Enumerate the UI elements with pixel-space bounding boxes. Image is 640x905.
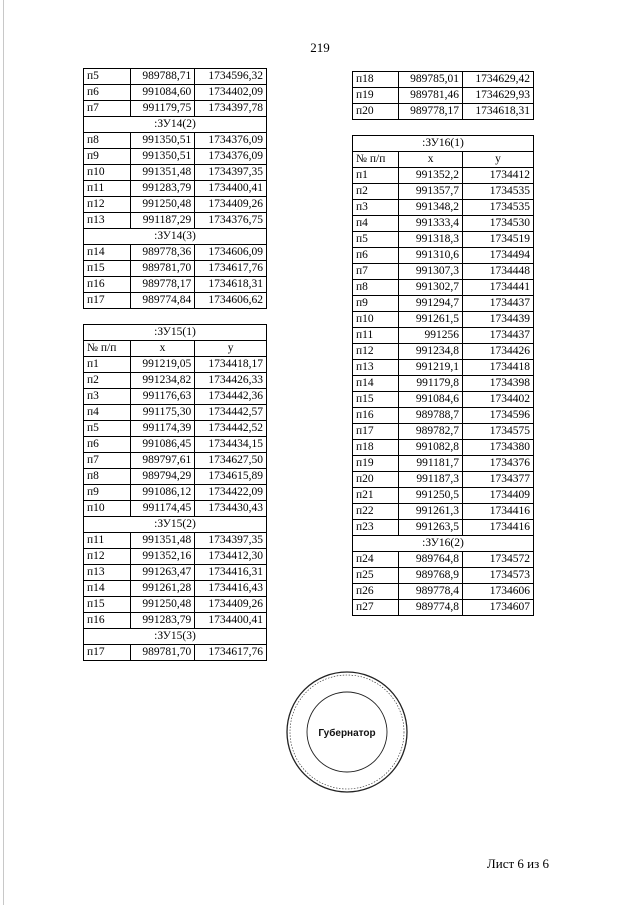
column-header-x: x [130, 341, 194, 357]
section-title-row [84, 117, 267, 133]
coord-y: 1734573 [463, 568, 534, 584]
point-id: п20 [353, 104, 399, 120]
point-id: п15 [353, 392, 399, 408]
section-title: :ЗУ14(3) [84, 229, 267, 245]
coord-y: 1734519 [463, 232, 534, 248]
table-row [353, 440, 534, 456]
coordinates-table-left [83, 68, 267, 661]
point-id: п27 [353, 600, 399, 616]
coord-x: 991351,48 [130, 165, 194, 181]
coord-y: 1734535 [463, 184, 534, 200]
point-id: п8 [84, 133, 131, 149]
coord-x: 989778,4 [399, 584, 463, 600]
table-row [353, 344, 534, 360]
seal-center-text: Губернатор [318, 728, 376, 739]
coord-x: 991176,63 [130, 389, 194, 405]
section-title: :ЗУ16(2) [353, 536, 534, 552]
coord-y: 1734380 [463, 440, 534, 456]
coord-y: 1734400,41 [195, 181, 267, 197]
coord-x: 991082,8 [399, 440, 463, 456]
coord-x: 991187,3 [399, 472, 463, 488]
table-row [353, 488, 534, 504]
column-header-row [353, 152, 534, 168]
table-row [353, 200, 534, 216]
column-header-x: x [399, 152, 463, 168]
coord-x: 991175,30 [130, 405, 194, 421]
coord-y: 1734441 [463, 280, 534, 296]
point-id: п8 [353, 280, 399, 296]
coord-y: 1734437 [463, 328, 534, 344]
table-row [84, 597, 267, 613]
table-row [84, 101, 267, 117]
point-id: п25 [353, 568, 399, 584]
point-id: п4 [353, 216, 399, 232]
point-id: п3 [353, 200, 399, 216]
coord-x: 991084,6 [399, 392, 463, 408]
coord-x: 991350,51 [130, 149, 194, 165]
table-row [353, 600, 534, 616]
column-header-y: y [463, 152, 534, 168]
section-title: :ЗУ16(1) [353, 136, 534, 152]
coord-y: 1734409,26 [195, 597, 267, 613]
point-id: п6 [353, 248, 399, 264]
point-id: п12 [84, 197, 131, 213]
point-id: п19 [353, 88, 399, 104]
point-id: п16 [84, 613, 131, 629]
coord-y: 1734376,09 [195, 149, 267, 165]
table-row [84, 405, 267, 421]
coord-y: 1734400,41 [195, 613, 267, 629]
coord-x: 989768,9 [399, 568, 463, 584]
table-row [353, 328, 534, 344]
coord-x: 991086,45 [130, 437, 194, 453]
coord-x: 991181,7 [399, 456, 463, 472]
coord-x: 991256 [399, 328, 463, 344]
table-row [353, 376, 534, 392]
page-edge-line [3, 0, 4, 905]
table-row [84, 501, 267, 517]
coord-y: 1734535 [463, 200, 534, 216]
coord-y: 1734416 [463, 520, 534, 536]
coord-y: 1734402,09 [195, 85, 267, 101]
table-row [353, 584, 534, 600]
table-row [84, 485, 267, 501]
coord-x: 989788,7 [399, 408, 463, 424]
coord-y: 1734422,09 [195, 485, 267, 501]
point-id: п8 [84, 469, 131, 485]
point-id: п5 [84, 69, 131, 85]
coord-x: 989781,70 [130, 261, 194, 277]
point-id: п3 [84, 389, 131, 405]
coord-x: 991261,28 [130, 581, 194, 597]
point-id: п7 [353, 264, 399, 280]
point-id: п26 [353, 584, 399, 600]
table-row [84, 533, 267, 549]
coord-y: 1734442,52 [195, 421, 267, 437]
point-id: п2 [353, 184, 399, 200]
coord-y: 1734442,57 [195, 405, 267, 421]
point-id: п22 [353, 504, 399, 520]
coord-y: 1734572 [463, 552, 534, 568]
coord-x: 989781,70 [130, 645, 194, 661]
coord-x: 991263,5 [399, 520, 463, 536]
section-title-row [84, 229, 267, 245]
table-row [353, 568, 534, 584]
column-header-y: y [195, 341, 267, 357]
coord-x: 991310,6 [399, 248, 463, 264]
table-row [353, 296, 534, 312]
coord-x: 991174,39 [130, 421, 194, 437]
point-id: п19 [353, 456, 399, 472]
coord-y: 1734434,15 [195, 437, 267, 453]
table-row [84, 245, 267, 261]
section-title-row [84, 629, 267, 645]
coord-y: 1734448 [463, 264, 534, 280]
coord-x: 991250,5 [399, 488, 463, 504]
table-row [84, 373, 267, 389]
sheet-label: Лист 6 из 6 [486, 856, 549, 871]
coord-y: 1734430,43 [195, 501, 267, 517]
coord-y: 1734397,78 [195, 101, 267, 117]
table-row [84, 357, 267, 373]
table-row [353, 456, 534, 472]
coord-y: 1734418 [463, 360, 534, 376]
table-row [353, 424, 534, 440]
coord-x: 989778,36 [130, 245, 194, 261]
table-row [353, 552, 534, 568]
point-id: п23 [353, 520, 399, 536]
coord-x: 991307,3 [399, 264, 463, 280]
coord-y: 1734418,17 [195, 357, 267, 373]
point-id: п9 [84, 485, 131, 501]
coord-x: 991219,05 [130, 357, 194, 373]
section-title-row [353, 536, 534, 552]
column-header-row [84, 341, 267, 357]
table-row [353, 264, 534, 280]
table-row [84, 645, 267, 661]
table-row [353, 72, 534, 88]
table-row [353, 360, 534, 376]
coord-y: 1734409 [463, 488, 534, 504]
coord-y: 1734376,75 [195, 213, 267, 229]
coord-y: 1734397,35 [195, 533, 267, 549]
point-id: п1 [353, 168, 399, 184]
table-row [84, 261, 267, 277]
coord-y: 1734426 [463, 344, 534, 360]
table-row [353, 216, 534, 232]
table-row [353, 504, 534, 520]
point-id: п21 [353, 488, 399, 504]
coord-y: 1734376,09 [195, 133, 267, 149]
coord-x: 989785,01 [399, 72, 463, 88]
point-id: п18 [353, 72, 399, 88]
point-id: п12 [353, 344, 399, 360]
table-row [353, 312, 534, 328]
table-row [353, 184, 534, 200]
coord-x: 991187,29 [130, 213, 194, 229]
point-id: п11 [84, 533, 131, 549]
coord-y: 1734606,09 [195, 245, 267, 261]
coord-x: 991234,82 [130, 373, 194, 389]
coord-x: 989797,61 [130, 453, 194, 469]
column-header-num: № п/п [84, 341, 131, 357]
coord-x: 991357,7 [399, 184, 463, 200]
coord-y: 1734409,26 [195, 197, 267, 213]
coord-y: 1734575 [463, 424, 534, 440]
coord-x: 991086,12 [130, 485, 194, 501]
point-id: п6 [84, 437, 131, 453]
point-id: п16 [353, 408, 399, 424]
governor-seal [284, 669, 410, 795]
seal-image [284, 669, 410, 795]
coord-y: 1734627,50 [195, 453, 267, 469]
column-header-num: № п/п [353, 152, 399, 168]
point-id: п17 [84, 293, 131, 309]
section-title: :ЗУ14(2) [84, 117, 267, 133]
coord-x: 991348,2 [399, 200, 463, 216]
coord-x: 989788,71 [130, 69, 194, 85]
point-id: п10 [353, 312, 399, 328]
table-row [84, 69, 267, 85]
coord-x: 989778,17 [399, 104, 463, 120]
coord-x: 991174,45 [130, 501, 194, 517]
coord-x: 991250,48 [130, 597, 194, 613]
point-id: п10 [84, 501, 131, 517]
coord-x: 991318,3 [399, 232, 463, 248]
table-gap [84, 309, 267, 325]
coord-y: 1734416,31 [195, 565, 267, 581]
point-id: п14 [84, 581, 131, 597]
point-id: п14 [353, 376, 399, 392]
coord-y: 1734377 [463, 472, 534, 488]
coord-x: 991263,47 [130, 565, 194, 581]
point-id: п13 [84, 565, 131, 581]
coord-x: 989774,84 [130, 293, 194, 309]
coord-y: 1734596,32 [195, 69, 267, 85]
coord-y: 1734426,33 [195, 373, 267, 389]
coord-x: 989781,46 [399, 88, 463, 104]
table-row [84, 581, 267, 597]
table-row [353, 392, 534, 408]
section-title: :ЗУ15(3) [84, 629, 267, 645]
coord-y: 1734397,35 [195, 165, 267, 181]
coord-x: 991350,51 [130, 133, 194, 149]
coord-x: 989794,29 [130, 469, 194, 485]
point-id: п18 [353, 440, 399, 456]
coord-y: 1734606,62 [195, 293, 267, 309]
section-title: :ЗУ15(2) [84, 517, 267, 533]
table-row [84, 149, 267, 165]
coord-y: 1734607 [463, 600, 534, 616]
coord-y: 1734402 [463, 392, 534, 408]
coord-y: 1734617,76 [195, 645, 267, 661]
coord-x: 991179,8 [399, 376, 463, 392]
coord-x: 991261,3 [399, 504, 463, 520]
coord-x: 991302,7 [399, 280, 463, 296]
table-row [353, 104, 534, 120]
point-id: п5 [353, 232, 399, 248]
table-row [84, 85, 267, 101]
coord-y: 1734629,93 [463, 88, 534, 104]
table-row [84, 613, 267, 629]
point-id: п10 [84, 165, 131, 181]
point-id: п20 [353, 472, 399, 488]
table-row [353, 520, 534, 536]
table-row [84, 549, 267, 565]
point-id: п13 [84, 213, 131, 229]
coord-x: 989782,7 [399, 424, 463, 440]
coord-y: 1734398 [463, 376, 534, 392]
coord-x: 991333,4 [399, 216, 463, 232]
point-id: п1 [84, 357, 131, 373]
coord-x: 989764,8 [399, 552, 463, 568]
point-id: п24 [353, 552, 399, 568]
section-title-row [84, 325, 267, 341]
coord-x: 989778,17 [130, 277, 194, 293]
coord-x: 991234,8 [399, 344, 463, 360]
coord-y: 1734376 [463, 456, 534, 472]
coord-y: 1734416,43 [195, 581, 267, 597]
coord-x: 991352,16 [130, 549, 194, 565]
coord-y: 1734530 [463, 216, 534, 232]
table-row [84, 437, 267, 453]
coord-y: 1734615,89 [195, 469, 267, 485]
point-id: п7 [84, 101, 131, 117]
point-id: п2 [84, 373, 131, 389]
point-id: п11 [353, 328, 399, 344]
coord-y: 1734606 [463, 584, 534, 600]
coord-y: 1734596 [463, 408, 534, 424]
table-row [353, 248, 534, 264]
point-id: п5 [84, 421, 131, 437]
table-row [84, 197, 267, 213]
coord-x: 991219,1 [399, 360, 463, 376]
table-row [353, 472, 534, 488]
coord-y: 1734629,42 [463, 72, 534, 88]
coord-y: 1734494 [463, 248, 534, 264]
coord-y: 1734618,31 [463, 104, 534, 120]
point-id: п15 [84, 597, 131, 613]
coord-y: 1734412 [463, 168, 534, 184]
coord-x: 991250,48 [130, 197, 194, 213]
table-row [84, 469, 267, 485]
table-row [84, 421, 267, 437]
coord-x: 991084,60 [130, 85, 194, 101]
point-id: п12 [84, 549, 131, 565]
point-id: п15 [84, 261, 131, 277]
point-id: п16 [84, 277, 131, 293]
table-row [353, 232, 534, 248]
point-id: п11 [84, 181, 131, 197]
table-row [353, 280, 534, 296]
coord-y: 1734437 [463, 296, 534, 312]
coord-x: 991179,75 [130, 101, 194, 117]
point-id: п9 [84, 149, 131, 165]
coord-y: 1734439 [463, 312, 534, 328]
point-id: п4 [84, 405, 131, 421]
point-id: п7 [84, 453, 131, 469]
coord-x: 991294,7 [399, 296, 463, 312]
coord-x: 991352,2 [399, 168, 463, 184]
section-title-row [353, 136, 534, 152]
coord-x: 991283,79 [130, 613, 194, 629]
coord-y: 1734617,76 [195, 261, 267, 277]
coord-x: 991261,5 [399, 312, 463, 328]
table-row [84, 277, 267, 293]
table-row [84, 565, 267, 581]
point-id: п14 [84, 245, 131, 261]
coord-x: 989774,8 [399, 600, 463, 616]
page-number: 219 [310, 40, 330, 55]
coord-x: 991283,79 [130, 181, 194, 197]
coord-x: 991351,48 [130, 533, 194, 549]
point-id: п9 [353, 296, 399, 312]
table-gap [353, 120, 534, 136]
table-row [84, 165, 267, 181]
table-row [84, 293, 267, 309]
table-row [84, 389, 267, 405]
section-title: :ЗУ15(1) [84, 325, 267, 341]
coordinates-table-right [352, 71, 534, 616]
coord-y: 1734442,36 [195, 389, 267, 405]
table-row [84, 133, 267, 149]
coord-y: 1734618,31 [195, 277, 267, 293]
table-row [353, 168, 534, 184]
section-title-row [84, 517, 267, 533]
table-row [353, 408, 534, 424]
coord-y: 1734412,30 [195, 549, 267, 565]
point-id: п17 [84, 645, 131, 661]
table-row [353, 88, 534, 104]
point-id: п6 [84, 85, 131, 101]
table-row [84, 213, 267, 229]
table-row [84, 453, 267, 469]
point-id: п17 [353, 424, 399, 440]
point-id: п13 [353, 360, 399, 376]
coord-y: 1734416 [463, 504, 534, 520]
table-row [84, 181, 267, 197]
